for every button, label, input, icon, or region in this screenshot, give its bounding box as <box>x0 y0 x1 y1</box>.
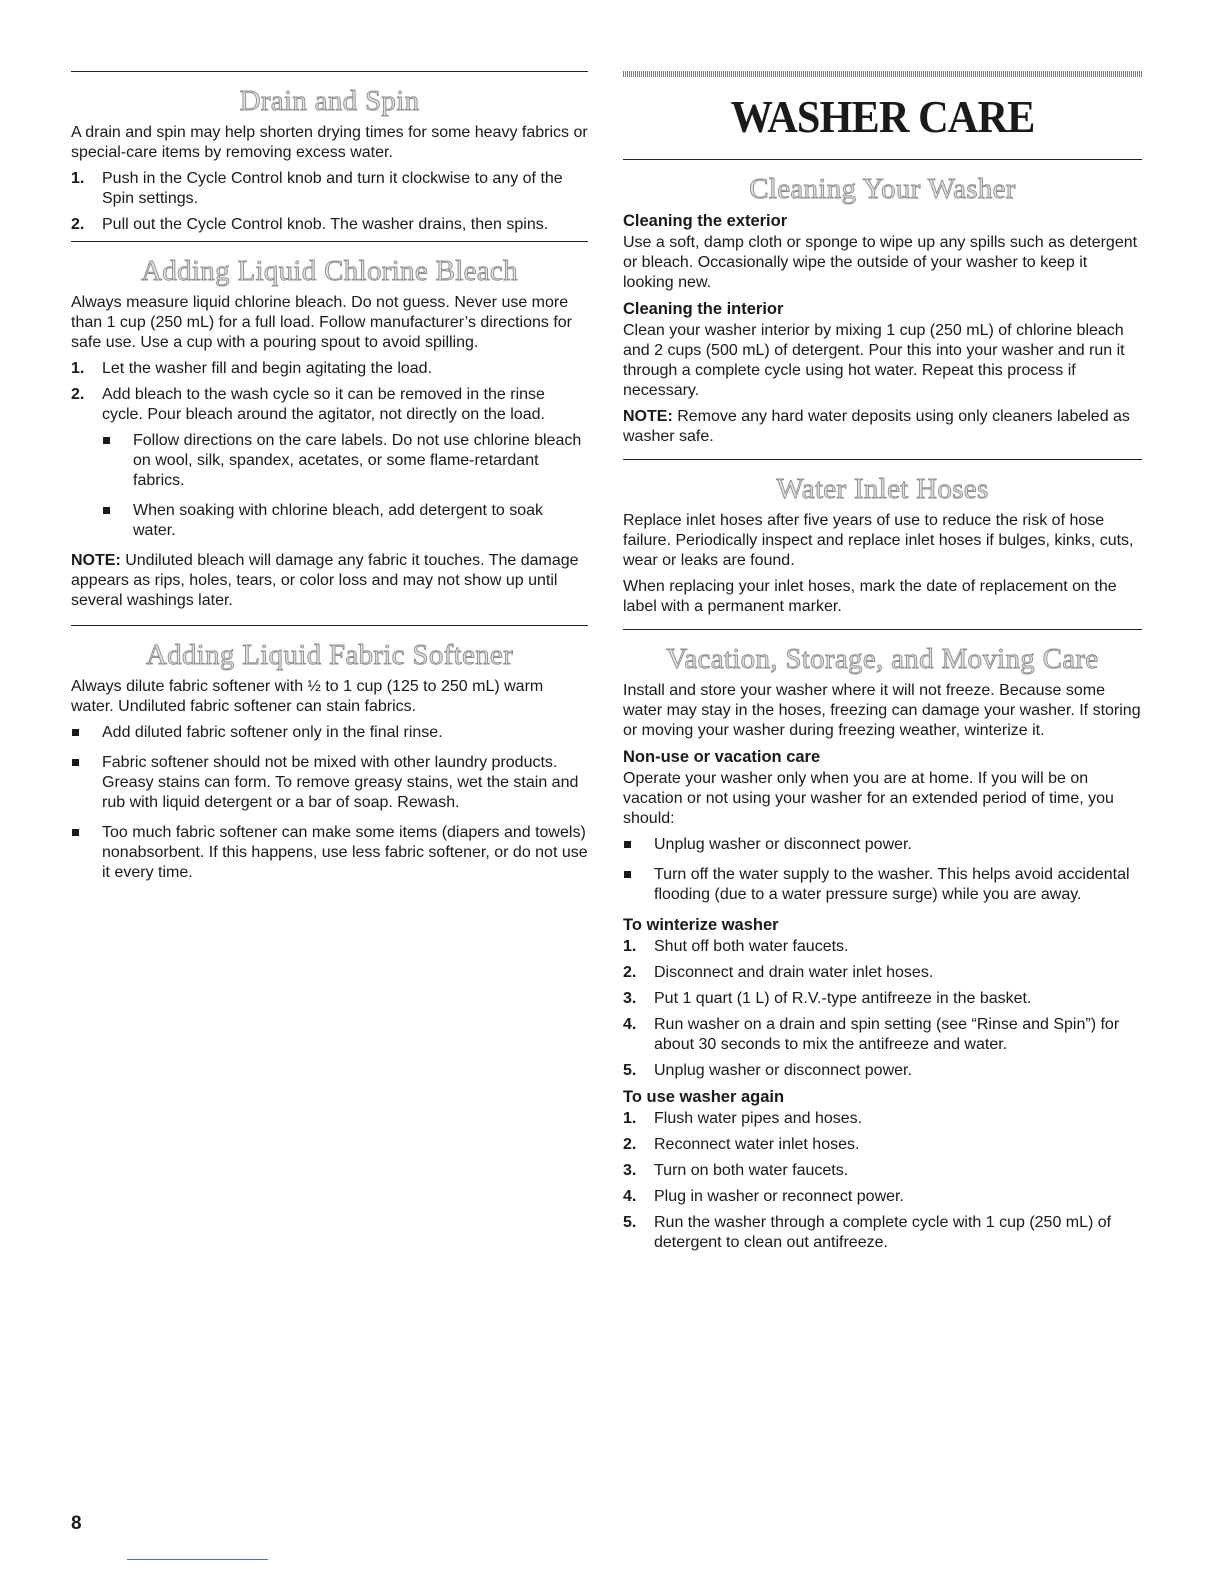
header-dotted-rule <box>623 71 1142 77</box>
list-item: 1. Flush water pipes and hoses. <box>623 1110 863 1127</box>
list-item: 5. Unplug washer or disconnect power. <box>623 1062 912 1079</box>
again-steps <box>623 1109 1142 1253</box>
cleaning-note: NOTE: Remove any hard water deposits using only cleaners labeled as washer safe. <box>623 408 1130 445</box>
interior-text: Clean your washer interior by mixing 1 cup (250 mL) of chlorine bleach and 2 cups (500 mL) of detergent. Pour this into your washer and run it through a complete cycle using hot water. Repeat this process if necessary. <box>623 322 1125 399</box>
bullet-item: Too much fabric softener can make some items (diapers and towels) nonabsorbent. If this happens, use less fabric softener, or do not use it every time. <box>71 823 588 883</box>
bullet-item: Turn off the water supply to the washer. This helps avoid accidental flooding (due to a water pressure surge) while you are away. <box>623 865 1142 905</box>
section-divider <box>71 625 588 626</box>
bleach-title: Adding Liquid Chlorine Bleach <box>141 255 518 287</box>
list-item: 1. Push in the Cycle Control knob and turn it clockwise to any of the Spin settings. <box>71 170 563 207</box>
drain-spin-intro: A drain and spin may help shorten drying times for some heavy fabrics or special-care items by removing excess water. <box>71 124 588 161</box>
section-divider <box>623 459 1142 460</box>
left-column <box>71 71 588 893</box>
list-item: 3. Turn on both water faucets. <box>623 1162 849 1179</box>
softener-bullets <box>71 723 588 883</box>
section-divider <box>71 241 588 242</box>
cleaning-title: Cleaning Your Washer <box>749 173 1016 205</box>
list-item: 1. Let the washer fill and begin agitating the load. <box>71 360 433 377</box>
list-item: 3. Put 1 quart (1 L) of R.V.-type antifreeze in the basket. <box>623 990 1032 1007</box>
bleach-steps <box>71 359 588 541</box>
list-item: 4. Run washer on a drain and spin setting (see “Rinse and Spin”) for about 30 seconds to mix the antifreeze and water. <box>623 1016 1120 1053</box>
list-item: 2. Add bleach to the wash cycle so it can be removed in the rinse cycle. Pour bleach around the agitator, not directly on the load. Follow directions on the care labels. Do not use chlorine bleach on wool, silk, spandex, acetates, or some flame-retardant fabrics. When soaking with chlorine bleach, add detergent to soak water. <box>71 385 588 541</box>
list-item: 1. Shut off both water faucets. <box>623 938 849 955</box>
again-heading: To use washer again <box>623 1088 785 1106</box>
bleach-intro: Always measure liquid chlorine bleach. Do not guess. Never use more than 1 cup (250 mL) for a full load. Follow manufacturer’s directions for safe use. Use a cup with a pouring spout to avoid spilling. <box>71 294 572 351</box>
hoses-title: Water Inlet Hoses <box>776 473 989 505</box>
bleach-bullets <box>102 431 588 541</box>
bleach-note: NOTE: Undiluted bleach will damage any fabric it touches. The damage appears as rips, holes, tears, or color loss and may not show up until several washings later. <box>71 552 579 609</box>
section-divider <box>623 629 1142 630</box>
section-divider <box>623 159 1142 160</box>
winterize-steps <box>623 937 1142 1081</box>
bullet-item: When soaking with chlorine bleach, add detergent to soak water. <box>102 501 588 541</box>
list-item: 2. Reconnect water inlet hoses. <box>623 1136 860 1153</box>
drain-spin-title: Drain and Spin <box>239 85 420 117</box>
hoses-para1: Replace inlet hoses after five years of use to reduce the risk of hose failure. Periodically inspect and replace inlet hoses if bulges, kinks, cuts, wear or leaks are found. <box>623 512 1134 569</box>
bullet-item: Add diluted fabric softener only in the final rinse. <box>71 723 588 743</box>
nonuse-text: Operate your washer only when you are at home. If you will be on vacation or not using your washer for an extended period of time, you should: <box>623 770 1114 827</box>
vacation-intro: Install and store your washer where it will not freeze. Because some water may stay in the hoses, freezing can damage your washer. If storing or moving your washer during freezing weather, winterize it. <box>623 682 1141 739</box>
nonuse-heading: Non-use or vacation care <box>623 748 821 766</box>
footer-line <box>127 1559 268 1560</box>
drain-spin-steps <box>71 169 588 235</box>
winterize-heading: To winterize washer <box>623 916 779 934</box>
bullet-item: Unplug washer or disconnect power. <box>623 835 1142 855</box>
vacation-title: Vacation, Storage, and Moving Care <box>666 643 1099 675</box>
section-divider <box>71 71 588 72</box>
page-title: WASHER CARE <box>730 91 1035 142</box>
list-item: 2. Disconnect and drain water inlet hoses. <box>623 964 934 981</box>
nonuse-bullets <box>623 835 1142 905</box>
page-number: 8 <box>71 1513 82 1534</box>
exterior-text: Use a soft, damp cloth or sponge to wipe up any spills such as detergent or bleach. Occasionally wipe the outside of your washer to keep it looking new. <box>623 234 1138 291</box>
hoses-para2: When replacing your inlet hoses, mark the date of replacement on the label with a permanent marker. <box>623 578 1117 615</box>
list-item: 4. Plug in washer or reconnect power. <box>623 1188 904 1205</box>
bullet-item: Follow directions on the care labels. Do not use chlorine bleach on wool, silk, spandex, acetates, or some flame-retardant fabrics. <box>102 431 588 491</box>
list-item: 2. Pull out the Cycle Control knob. The washer drains, then spins. <box>71 216 549 233</box>
exterior-heading: Cleaning the exterior <box>623 212 788 230</box>
interior-heading: Cleaning the interior <box>623 300 784 318</box>
list-item: 5. Run the washer through a complete cycle with 1 cup (250 mL) of detergent to clean out antifreeze. <box>623 1214 1112 1251</box>
softener-title: Adding Liquid Fabric Softener <box>145 639 514 671</box>
bullet-item: Fabric softener should not be mixed with other laundry products. Greasy stains can form. To remove greasy stains, wet the stain and rub with liquid detergent or a bar of soap. Rewash. <box>71 753 588 813</box>
right-column <box>623 71 1142 1259</box>
softener-intro: Always dilute fabric softener with ½ to 1 cup (125 to 250 mL) warm water. Undiluted fabric softener can stain fabrics. <box>71 678 544 715</box>
